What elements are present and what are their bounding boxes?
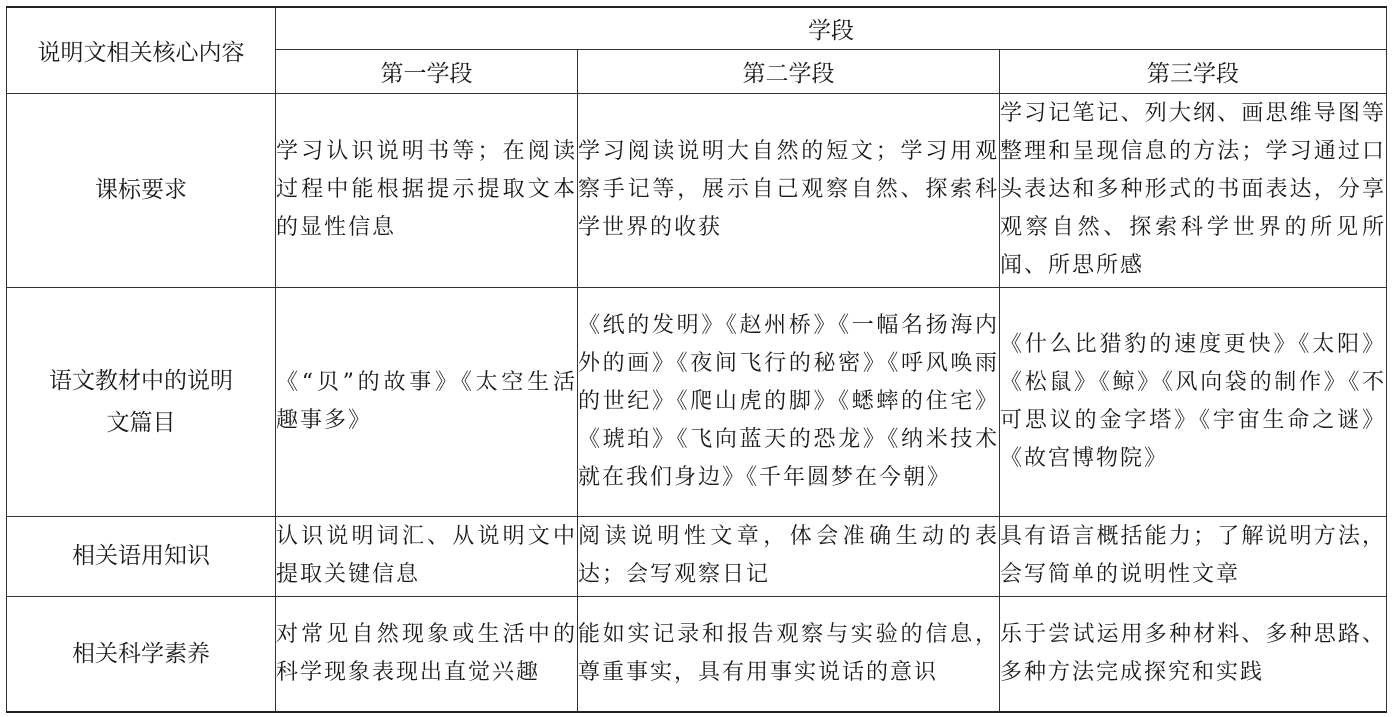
table-cell: 认识说明词汇、从说明文中提取关键信息	[276, 516, 578, 596]
row-label: 相关语用知识	[7, 516, 276, 596]
table-row	[7, 93, 1387, 287]
table-row	[7, 516, 1387, 596]
row-label: 相关科学素养	[7, 596, 276, 712]
stage-group-header: 学段	[276, 7, 1387, 49]
table-cell: 能如实记录和报告观察与实验的信息，尊重事实，具有用事实说话的意识	[578, 596, 1000, 712]
table-cell: 对常见自然现象或生活中的科学现象表现出直觉兴趣	[276, 596, 578, 712]
stage-header-3: 第三学段	[1000, 49, 1387, 93]
corner-header: 说明文相关核心内容	[7, 7, 276, 93]
table-cell: 乐于尝试运用多种材料、多种思路、多种方法完成探究和实践	[1000, 596, 1387, 712]
row-label: 课标要求	[7, 93, 276, 287]
stage-header-2: 第二学段	[578, 49, 1000, 93]
table-cell: 学习阅读说明大自然的短文；学习用观察手记等，展示自己观察自然、探索科学世界的收获	[578, 93, 1000, 287]
table-cell: 《什么比猎豹的速度更快》《太阳》《松鼠》《鲸》《风向袋的制作》《不可思议的金字塔》《宇宙生命之谜》《故宫博物院》	[1000, 287, 1387, 516]
table-cell: 学习认识说明书等；在阅读过程中能根据提示提取文本的显性信息	[276, 93, 578, 287]
table-row	[7, 596, 1387, 712]
row-label: 语文教材中的说明文篇目	[7, 287, 276, 516]
table-cell: 阅读说明性文章，体会准确生动的表达；会写观察日记	[578, 516, 1000, 596]
table-cell: 《纸的发明》《赵州桥》《一幅名扬海内外的画》《夜间飞行的秘密》《呼风唤雨的世纪》《爬山虎的脚》《蟋蟀的住宅》《琥珀》《飞向蓝天的恐龙》《纳米技术就在我们身边》《千年圆梦在今朝》	[578, 287, 1000, 516]
table-cell: 学习记笔记、列大纲、画思维导图等整理和呈现信息的方法；学习通过口头表达和多种形式的书面表达，分享观察自然、探索科学世界的所见所闻、所思所感	[1000, 93, 1387, 287]
table-row	[7, 287, 1387, 516]
table-cell: 具有语言概括能力；了解说明方法，会写简单的说明性文章	[1000, 516, 1387, 596]
table-cell: 《“贝”的故事》《太空生活趣事多》	[276, 287, 578, 516]
stage-header-1: 第一学段	[276, 49, 578, 93]
curriculum-table	[6, 6, 1387, 713]
header-row-group	[7, 7, 1387, 49]
